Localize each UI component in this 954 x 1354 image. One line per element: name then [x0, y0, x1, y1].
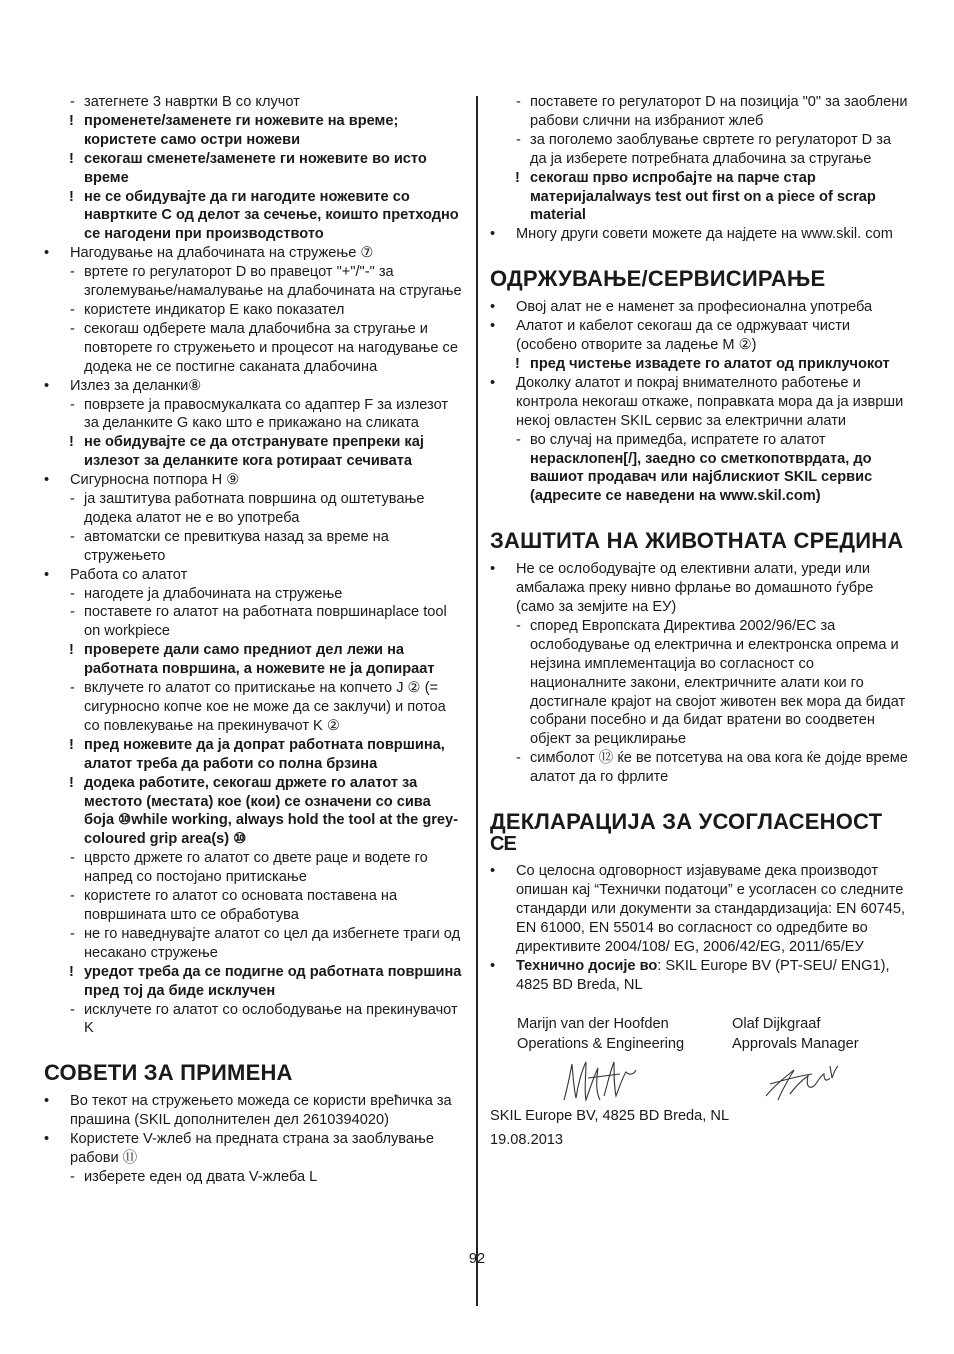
dash-marker: -	[70, 1168, 75, 1185]
item-text: за поголемо заоблување свртете го регулаторот D за да ја изберете потребната длабочина за стругање	[530, 131, 892, 167]
list-item	[490, 317, 910, 355]
list-item	[490, 862, 910, 957]
item-text: Не се ослободувајте од елективни алати, уреди или амбалажа преку нивно фрлање во домашното ѓубре (само за земјите на ЕУ)	[516, 561, 874, 616]
list-item	[44, 150, 464, 188]
dash-marker: -	[70, 680, 75, 697]
company-address: SKIL Europe BV, 4825 BD Breda, NL	[490, 1108, 730, 1125]
dash-marker: -	[70, 264, 75, 281]
section-heading-usage-tips: СОВЕТИ ЗА ПРИМЕНА	[44, 1060, 293, 1086]
warning-marker: !	[69, 774, 74, 791]
item-text: не се обидувајте да ги нагодите ножевите со навртките C од делот за сечење, коишто претходно се нагодени при производството	[84, 188, 459, 243]
dash-marker: -	[70, 528, 75, 545]
item-text: нагодете ја длабочината на стружење	[84, 585, 343, 602]
item-text: Доколку алатот и покрај внимателното работење и контрола некогаш откаже, поправката мора да ја изврши некој овластен SKIL сервис за електрични алати	[516, 374, 904, 429]
list-item	[44, 263, 464, 301]
list-item	[44, 1092, 464, 1130]
item-text: Алатот и кабелот секогаш да се одржуваат чисти (особено отворите за ладење M ②)	[516, 318, 851, 354]
warning-marker: !	[69, 150, 74, 167]
dash-marker: -	[516, 94, 521, 110]
bullet-marker: •	[490, 561, 496, 578]
item-text: проверете дали само предниот дел лежи на работната површина, а ножевите не ја допираат	[84, 642, 435, 678]
dash-marker: -	[516, 617, 521, 634]
warning-marker: !	[69, 188, 74, 205]
list-item	[44, 244, 464, 263]
bullet-marker: •	[490, 374, 496, 391]
item-text: пред чистење извадете го алатот од приклучокот	[530, 355, 890, 372]
list-item	[44, 849, 464, 887]
list-item	[44, 925, 464, 963]
list-item	[44, 188, 464, 245]
item-bold-lead: Технично досије во	[516, 957, 658, 974]
item-text: изберете еден од двата V-жлеба L	[84, 1168, 318, 1185]
signatory-name: Olaf Dijkgraaf	[732, 1016, 821, 1033]
item-text: не го наведнувајте алатот со цел да избегнете траги од несакано стружење	[84, 925, 461, 961]
dash-marker: -	[70, 850, 75, 867]
item-text: не обидувајте се да отстранувате препреки кај излезот за деланките кога ротираат сечивата	[84, 434, 424, 470]
list-item	[490, 431, 910, 507]
list-item	[44, 1168, 464, 1187]
bullet-marker: •	[44, 1093, 50, 1110]
bullet-marker: •	[44, 472, 50, 489]
item-text: Користете V-жлеб на предната страна за заоблување рабови ⑪	[70, 1131, 434, 1167]
list-item	[44, 963, 464, 1001]
section-heading-maintenance: ОДРЖУВАЊЕ/СЕРВИСИРАЊЕ	[490, 266, 826, 292]
item-text: според Европската Директива 2002/96/EC за ослободување од електрична и електронска опрема и нејзина имплементација во согласност со националните закони, електричните алати кои го достигнале крајот на својот животен век мора да бидат собрани посебно и да бидат вратени во соодветен објект за рециклирање	[530, 617, 906, 748]
dash-marker: -	[70, 94, 75, 110]
signature-image-2	[760, 1056, 840, 1106]
list-item	[44, 679, 464, 736]
dash-marker: -	[70, 491, 75, 508]
right-column	[490, 93, 910, 1150]
item-text: Излез за деланки⑧	[70, 377, 202, 394]
list-item	[44, 1130, 464, 1168]
signature-image-1	[560, 1056, 640, 1106]
item-text: : SKIL Europe BV (PT-SEU/ ENG1), 4825 BD Breda, NL	[516, 957, 890, 993]
list-item	[44, 528, 464, 566]
list-item	[490, 560, 910, 617]
list-item	[44, 396, 464, 434]
bullet-marker: •	[44, 1131, 50, 1148]
list-item	[490, 225, 910, 244]
list-section	[490, 93, 910, 244]
list-item	[490, 374, 910, 431]
list-item	[490, 169, 910, 226]
left-column	[44, 93, 464, 1187]
list-item	[490, 131, 910, 169]
signatures	[490, 1014, 910, 1106]
list-item	[44, 566, 464, 585]
list-section	[490, 298, 910, 506]
signatory-1	[517, 1014, 684, 1054]
list-item	[44, 377, 464, 396]
date: 19.08.2013	[490, 1132, 564, 1149]
item-text: променете/заменете ги ножевите на време; користете само остри ножеви	[84, 112, 399, 148]
bullet-marker: •	[490, 299, 496, 316]
warning-marker: !	[69, 736, 74, 753]
list-section	[490, 862, 910, 994]
list-section	[490, 560, 910, 787]
signatory-role: Approvals Manager	[732, 1036, 859, 1053]
list-item	[44, 774, 464, 850]
bullet-marker: •	[44, 245, 50, 262]
item-text: Со целосна одговорност изјавуваме дека производот опишан кај “Технички податоци” е усогласен со следните стандарди или документи за стандардизација: EN 60745, EN 61000, EN 55014 во согласност со одредбите во директивите 2004/108/ ЕG, 2006/42/EG, 2011/65/ЕУ	[516, 863, 906, 955]
warning-marker: !	[515, 169, 520, 186]
list-item	[44, 433, 464, 471]
bullet-marker: •	[490, 957, 496, 974]
list-item	[44, 112, 464, 150]
declaration-title: ДЕКЛАРАЦИЈА ЗА УСОГЛАСЕНОСТ	[490, 809, 883, 835]
item-text: Многу други совети можете да најдете на www.skil. com	[516, 226, 893, 243]
item-text: Овој алат не е наменет за професионална употреба	[516, 299, 873, 316]
dash-marker: -	[516, 750, 521, 767]
item-text: вртете го регулаторот D во правецот "+"/"-" за зголемување/намалување на длабочината на стругање	[84, 264, 462, 300]
warning-marker: !	[69, 963, 74, 980]
bullet-marker: •	[44, 566, 50, 583]
item-text: пред ножевите да ја допрат работната површина, алатот треба да работи со полна брзина	[84, 736, 445, 772]
item-text: Работа со алатот	[70, 566, 188, 583]
dash-marker: -	[70, 925, 75, 942]
list-item	[490, 93, 910, 131]
warning-marker: !	[69, 112, 74, 129]
item-text: вклучете го алатот со притискање на копчето J ② (= сигурносно копче кое не може да се заклучи) и потоа со повлекување на прекинувачот K ②	[84, 680, 446, 734]
item-text: поврзете ја правосмукалката со адаптер F за излезот за деланките G како што е прикажано на сликата	[84, 396, 449, 432]
list-item	[44, 641, 464, 679]
bullet-marker: •	[44, 377, 50, 394]
item-text: во случај на примедба, испратете го алатот	[530, 431, 826, 448]
item-text: Во текот на стружењето можеда се користи врећичка за прашина (SKIL дополнителен дел 2610394020)	[70, 1093, 452, 1129]
list-item	[490, 298, 910, 317]
item-text: симболот ⑫ ќе ве потсетува на ова кога ќе дојде време алатот да го фрлите	[530, 750, 908, 786]
item-text: користете го алатот со основата поставена на површината што се обработува	[84, 888, 398, 923]
item-text: Нагодување на длабочината на стружење ⑦	[70, 245, 374, 262]
list-item	[490, 749, 910, 787]
item-text: ја заштитува работната површина од оштетување додека алатот не е во употреба	[84, 491, 425, 526]
item-bold-tail: нерасклопен[/], заедно со сметкопотврдата, до вашиот продавач или најблискиот SKIL сервис (адресите се наведени на www.skil.com)	[530, 450, 873, 505]
bullet-marker: •	[490, 863, 496, 880]
warning-marker: !	[69, 642, 74, 659]
item-text: поставете го регулаторот D на позиција "0" за заоблени рабови слични на избраниот жлеб	[530, 94, 908, 129]
list-item	[490, 617, 910, 749]
list-item	[44, 1001, 464, 1039]
list-item	[44, 471, 464, 490]
item-text: секогаш прво испробајте на парче стар материјалalways test out first on a piece of scrap material	[530, 169, 876, 224]
list-item	[490, 957, 910, 995]
item-text: затегнете 3 навртки B со клучот	[84, 94, 300, 110]
item-text: секогаш сменете/заменете ги ножевите во исто време	[84, 150, 427, 186]
item-text: поставете го алатот на работната површинаplace tool on workpiece	[84, 604, 447, 640]
dash-marker: -	[70, 320, 75, 337]
list-item	[44, 320, 464, 377]
item-text: користете индикатор E како показател	[84, 301, 345, 318]
dash-marker: -	[70, 888, 75, 905]
signatory-role: Operations & Engineering	[517, 1036, 685, 1053]
list-item	[44, 490, 464, 528]
warning-marker: !	[69, 434, 74, 451]
dash-marker: -	[70, 396, 75, 413]
dash-marker: -	[70, 301, 75, 318]
column-divider	[476, 96, 478, 1306]
signatory-2	[732, 1014, 859, 1054]
bullet-marker: •	[490, 226, 496, 243]
section-heading-declaration	[490, 810, 910, 854]
item-text: Сигурносна потпора H ⑨	[70, 472, 240, 489]
dash-marker: -	[70, 585, 75, 602]
section-heading-environment: ЗАШТИТА НА ЖИВОТНАТА СРЕДИНА	[490, 528, 904, 554]
warning-marker: !	[515, 355, 520, 372]
item-text: автоматски се превиткува назад за време на стружењето	[84, 528, 389, 564]
item-text: цврсто држете го алатот со двете раце и водете го напред со постојано притискање	[84, 850, 428, 886]
item-text: исклучете го алатот со ослободување на прекинувачот K	[84, 1001, 458, 1037]
dash-marker: -	[516, 131, 521, 148]
page-number: 92	[468, 1251, 486, 1267]
item-text: секогаш одберете мала длабочибна за стругање и повторете го стружењето и процесот на нагодување се додека не се постигне саканата длабочина	[84, 320, 458, 375]
list-item	[44, 301, 464, 320]
item-text: уредот треба да се подигне од работната површина пред тој да биде исклучен	[84, 963, 462, 999]
item-text: додека работите, секогаш држете го алатот за местото (местата) кое (кои) се означени со сива боја ⑩while working, always hold the tool at the grey-coloured grip area(s) ⑩	[84, 774, 459, 848]
list-item	[44, 887, 464, 925]
list-section	[44, 93, 464, 1038]
signatory-name: Marijn van der Hoofden	[517, 1016, 669, 1033]
dash-marker: -	[70, 1001, 75, 1018]
dash-marker: -	[70, 604, 75, 621]
list-item	[44, 736, 464, 774]
list-item	[44, 93, 464, 112]
list-item	[44, 585, 464, 604]
dash-marker: -	[516, 431, 521, 448]
list-item	[44, 603, 464, 641]
list-item	[490, 355, 910, 374]
list-section	[44, 1092, 464, 1187]
bullet-marker: •	[490, 318, 496, 335]
ce-mark: CE	[490, 833, 516, 856]
